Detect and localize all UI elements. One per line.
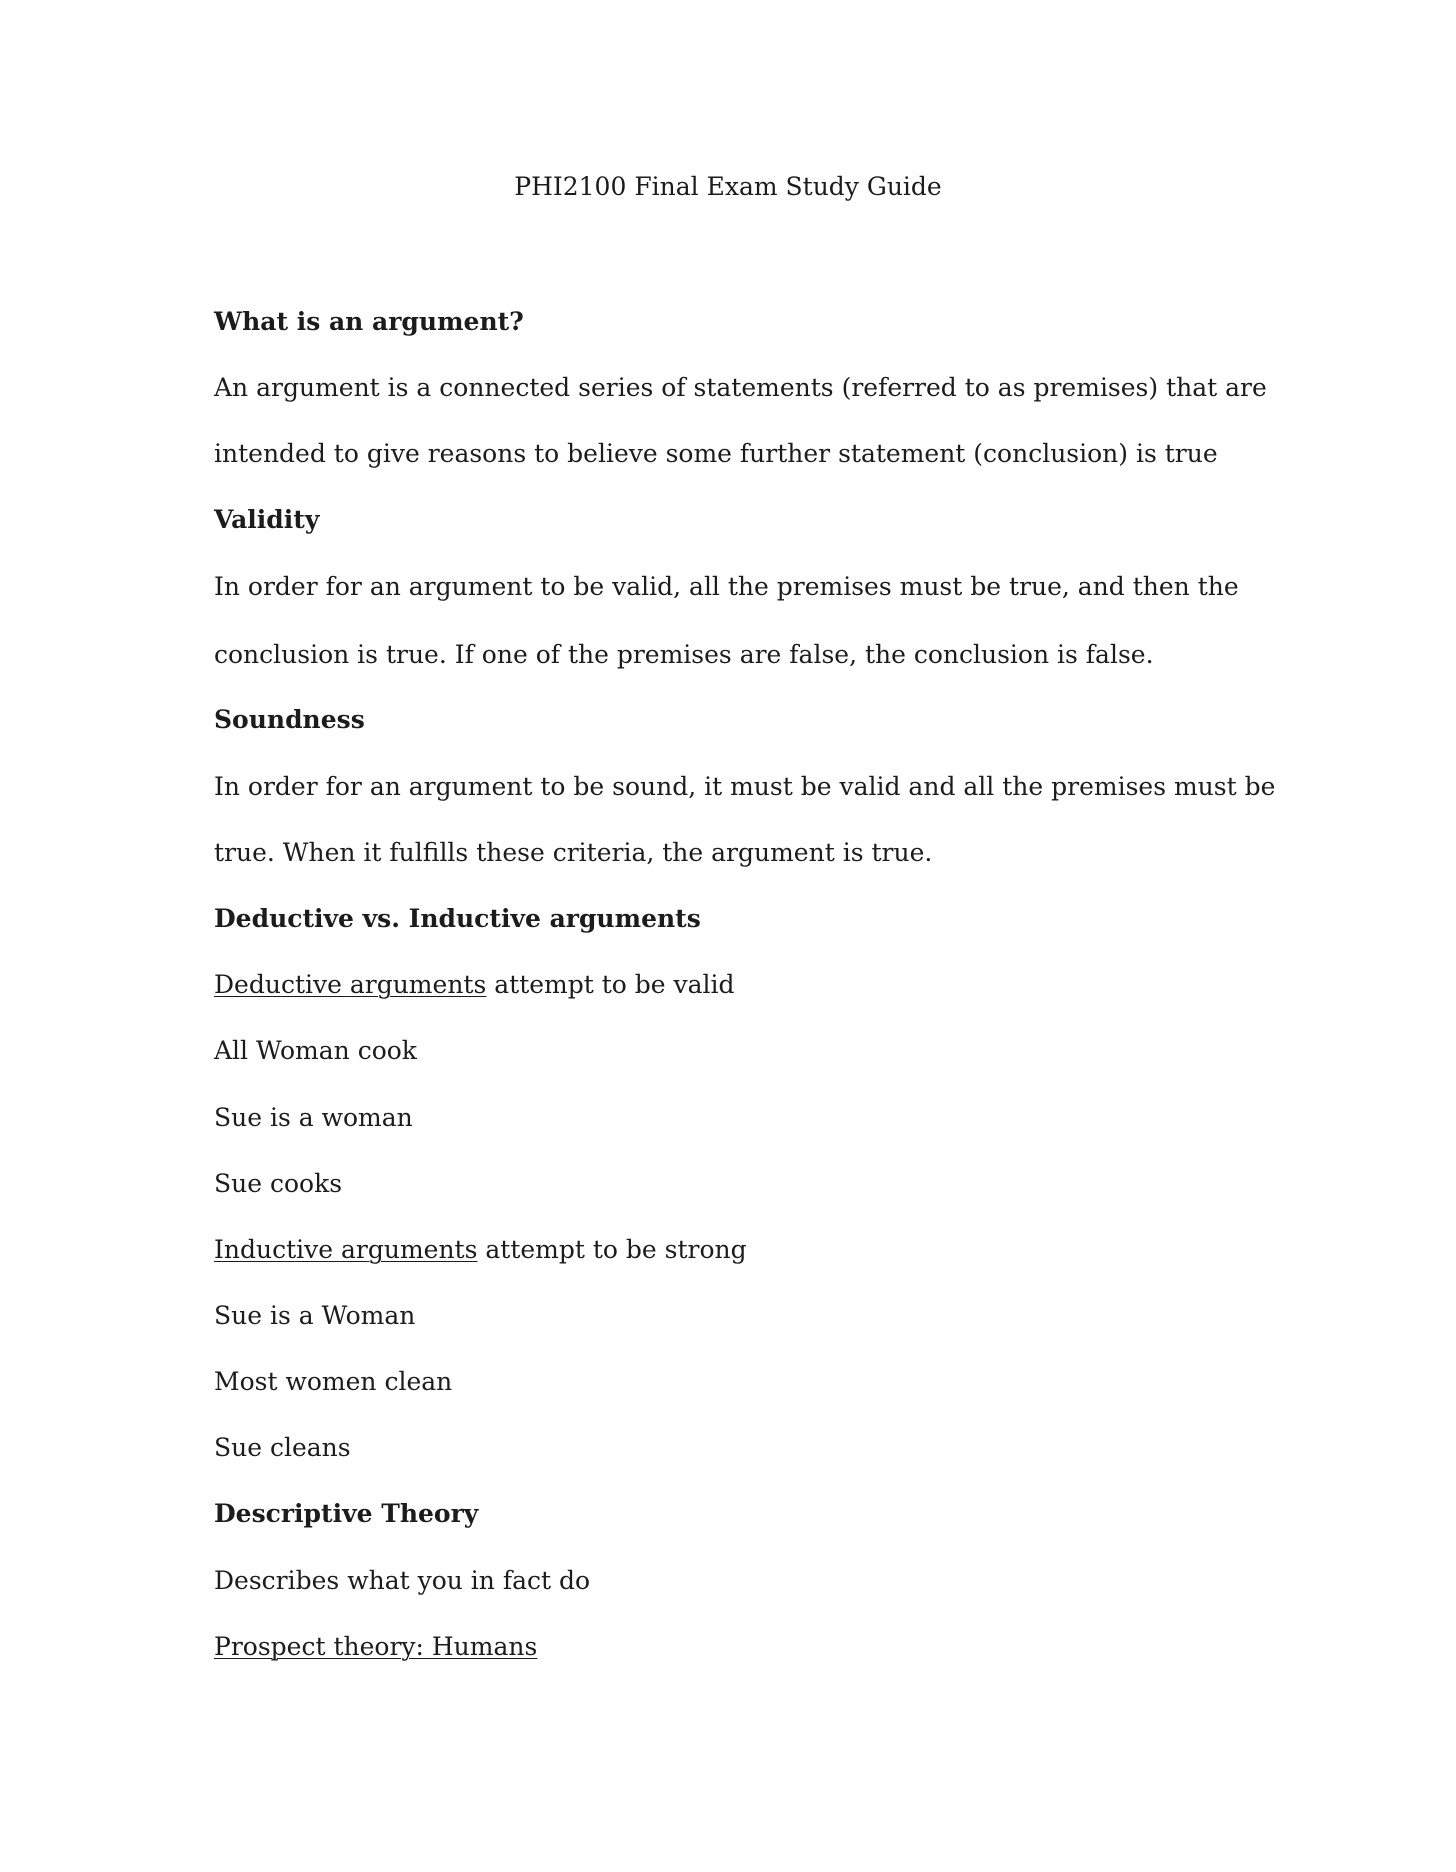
descriptive-theory-text: Describes what you in fact do (214, 1566, 591, 1595)
deductive-definition-rest: attempt to be valid (486, 970, 735, 999)
soundness-text-line-1: In order for an argument to be sound, it must be valid and all the premises must be (214, 772, 1276, 801)
heading-what-is-argument: What is an argument? (214, 307, 524, 336)
prospect-theory-line (214, 1630, 537, 1664)
deductive-example-premise-2: Sue is a woman (214, 1103, 413, 1132)
document-title: PHI2100 Final Exam Study Guide (514, 172, 942, 201)
heading-validity: Validity (214, 505, 320, 534)
deductive-term: Deductive arguments (214, 970, 487, 999)
heading-deductive-vs-inductive: Deductive vs. Inductive arguments (214, 904, 701, 933)
deductive-definition (214, 968, 735, 1002)
inductive-example-conclusion: Sue cleans (214, 1433, 351, 1462)
argument-definition-line-2: intended to give reasons to believe some further statement (conclusion) is true (214, 439, 1218, 468)
argument-definition-line-1: An argument is a connected series of statements (referred to as premises) that are (214, 373, 1267, 402)
inductive-example-premise-1: Sue is a Woman (214, 1301, 416, 1330)
validity-text-line-2: conclusion is true. If one of the premises are false, the conclusion is false. (214, 640, 1154, 669)
heading-descriptive-theory: Descriptive Theory (214, 1499, 479, 1528)
prospect-theory-term: Prospect theory: Humans (214, 1632, 538, 1661)
heading-soundness: Soundness (214, 705, 365, 734)
inductive-example-premise-2: Most women clean (214, 1367, 453, 1396)
soundness-text-line-2: true. When it fulfills these criteria, the argument is true. (214, 838, 933, 867)
inductive-term: Inductive arguments (214, 1235, 478, 1264)
inductive-definition (214, 1233, 747, 1267)
inductive-definition-rest: attempt to be strong (477, 1235, 747, 1264)
deductive-example-conclusion: Sue cooks (214, 1169, 343, 1198)
deductive-example-premise-1: All Woman cook (214, 1036, 417, 1065)
validity-text-line-1: In order for an argument to be valid, all the premises must be true, and then the (214, 572, 1239, 601)
